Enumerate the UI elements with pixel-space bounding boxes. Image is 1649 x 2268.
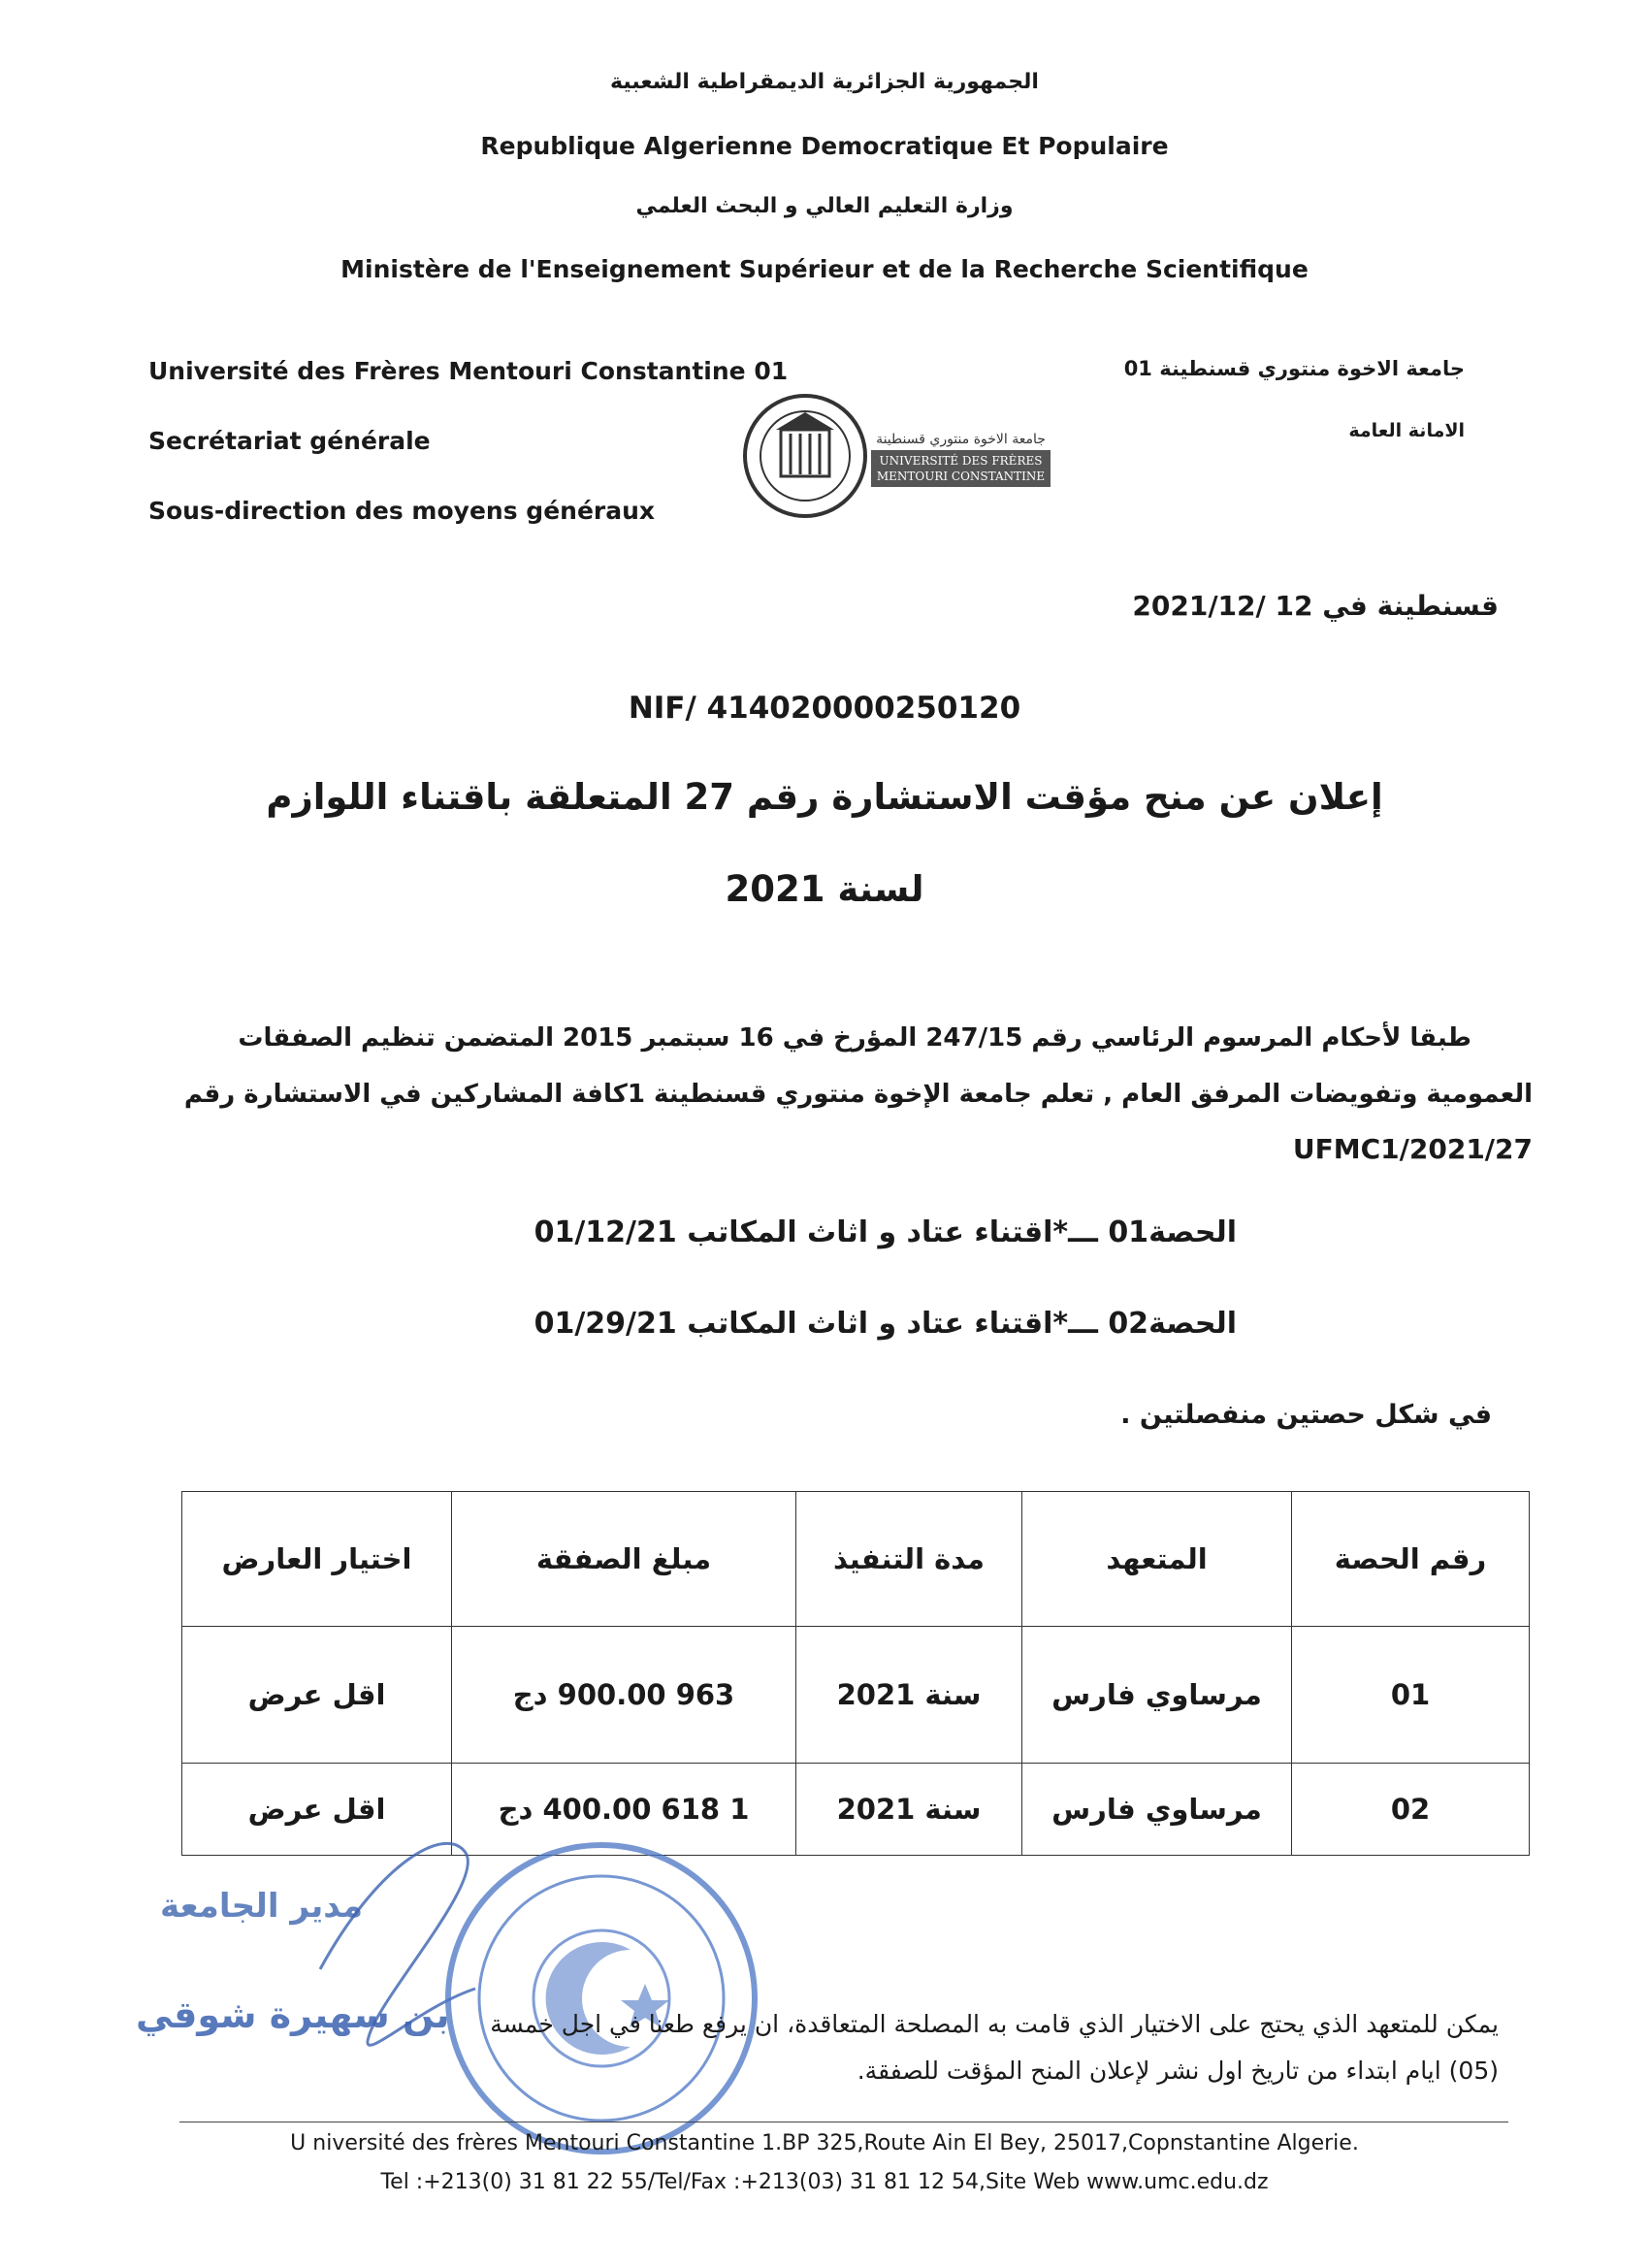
signature-name: بن سهيرة شوقي	[136, 1993, 450, 2036]
university-seal-icon	[742, 383, 868, 529]
header-offer-choice: اختيار العارض	[182, 1492, 452, 1627]
header-duration: مدة التنفيذ	[796, 1492, 1022, 1627]
date-line: قسنطينة في 12 /2021/12	[1132, 590, 1499, 622]
cell-lot-number: 01	[1292, 1627, 1530, 1764]
logo-text	[871, 432, 1051, 487]
cell-amount: 963 900.00 دج	[452, 1627, 796, 1764]
nif-number: NIF/ 414020000250120	[628, 691, 1021, 726]
header-lot-number: رقم الحصة	[1292, 1492, 1530, 1627]
logo-ar-name: جامعة الاخوة منتوري قسنطينة	[876, 432, 1046, 447]
logo-fr-line2: MENTOURI CONSTANTINE	[876, 470, 1046, 483]
footer-contact: Tel :+213(0) 31 81 22 55/Tel/Fax :+213(03) 31 81 12 54,Site Web www.umc.edu.dz	[380, 2170, 1269, 2194]
header-fr-republic: Republique Algerienne Democratique Et Populaire	[480, 132, 1169, 160]
logo-fr-line1: UNIVERSITÉ DES FRÈRES	[879, 454, 1043, 468]
cell-offer-choice: اقل عرض	[182, 1764, 452, 1856]
footer-address: U niversité des frères Mentouri Constantine 1.BP 325,Route Ain El Bey, 25017,Copnstantine Algerie.	[290, 2131, 1359, 2155]
left-university: Université des Frères Mentouri Constantine 01	[148, 357, 789, 385]
notice-line-2: (05) ايام ابتداء من تاريخ اول نشر لإعلان المنح المؤقت للصفقة.	[857, 2057, 1499, 2085]
cell-offer-choice: اقل عرض	[182, 1627, 452, 1764]
cell-duration: سنة 2021	[796, 1764, 1022, 1856]
cell-amount: 1 618 400.00 دج	[452, 1764, 796, 1856]
cell-bidder: مرساوي فارس	[1022, 1764, 1292, 1856]
body-line-3: UFMC1/2021/27	[1292, 1133, 1533, 1165]
header-amount: مبلغ الصفقة	[452, 1492, 796, 1627]
lots-note: في شكل حصتين منفصلتين .	[1120, 1400, 1492, 1430]
right-secretariat: الامانة العامة	[1348, 420, 1465, 441]
lot-2: الحصة02 ـــ*اقتناء عتاد و اثاث المكاتب 01/29/21	[534, 1307, 1237, 1341]
table-header-row	[182, 1492, 1530, 1627]
announcement-year: لسنة 2021	[725, 868, 924, 910]
header-ar-ministry: وزارة التعليم العالي و البحث العلمي	[635, 194, 1014, 218]
announcement-title: إعلان عن منح مؤقت الاستشارة رقم 27 المتعلقة باقتناء اللوازم	[266, 776, 1383, 818]
signature-title: مدير الجامعة	[160, 1887, 363, 1926]
logo-fr-box	[871, 450, 1051, 487]
left-secretariat: Secrétariat générale	[148, 427, 431, 455]
body-line-1: طبقا لأحكام المرسوم الرئاسي رقم 247/15 المؤرخ في 16 سبتمبر 2015 المتضمن تنظيم الصفقات	[238, 1023, 1471, 1053]
university-logo	[742, 383, 1086, 538]
official-stamp-icon	[436, 1833, 766, 2163]
cell-lot-number: 02	[1292, 1764, 1530, 1856]
body-line-2: العمومية وتفويضات المرفق العام , تعلم جامعة الإخوة منتوري قسنطينة 1كافة المشاركين في الاستشارة رقم	[183, 1080, 1533, 1109]
header-fr-ministry: Ministère de l'Enseignement Supérieur et de la Recherche Scientifique	[340, 255, 1309, 283]
header-bidder: المتعهد	[1022, 1492, 1292, 1627]
cell-duration: سنة 2021	[796, 1627, 1022, 1764]
header-ar-republic: الجمهورية الجزائرية الديمقراطية الشعبية	[610, 70, 1039, 94]
table-row	[182, 1627, 1530, 1764]
notice-line-1: يمكن للمتعهد الذي يحتج على الاختيار الذي قامت به المصلحة المتعاقدة، ان يرفع طعنا في اجل خمسة	[490, 2010, 1499, 2038]
left-subdirection: Sous-direction des moyens généraux	[148, 497, 656, 525]
results-table	[181, 1491, 1530, 1856]
cell-bidder: مرساوي فارس	[1022, 1627, 1292, 1764]
right-university: جامعة الاخوة منتوري قسنطينة 01	[1123, 357, 1465, 380]
lot-1: الحصة01 ـــ*اقتناء عتاد و اثاث المكاتب 01/12/21	[534, 1215, 1237, 1249]
